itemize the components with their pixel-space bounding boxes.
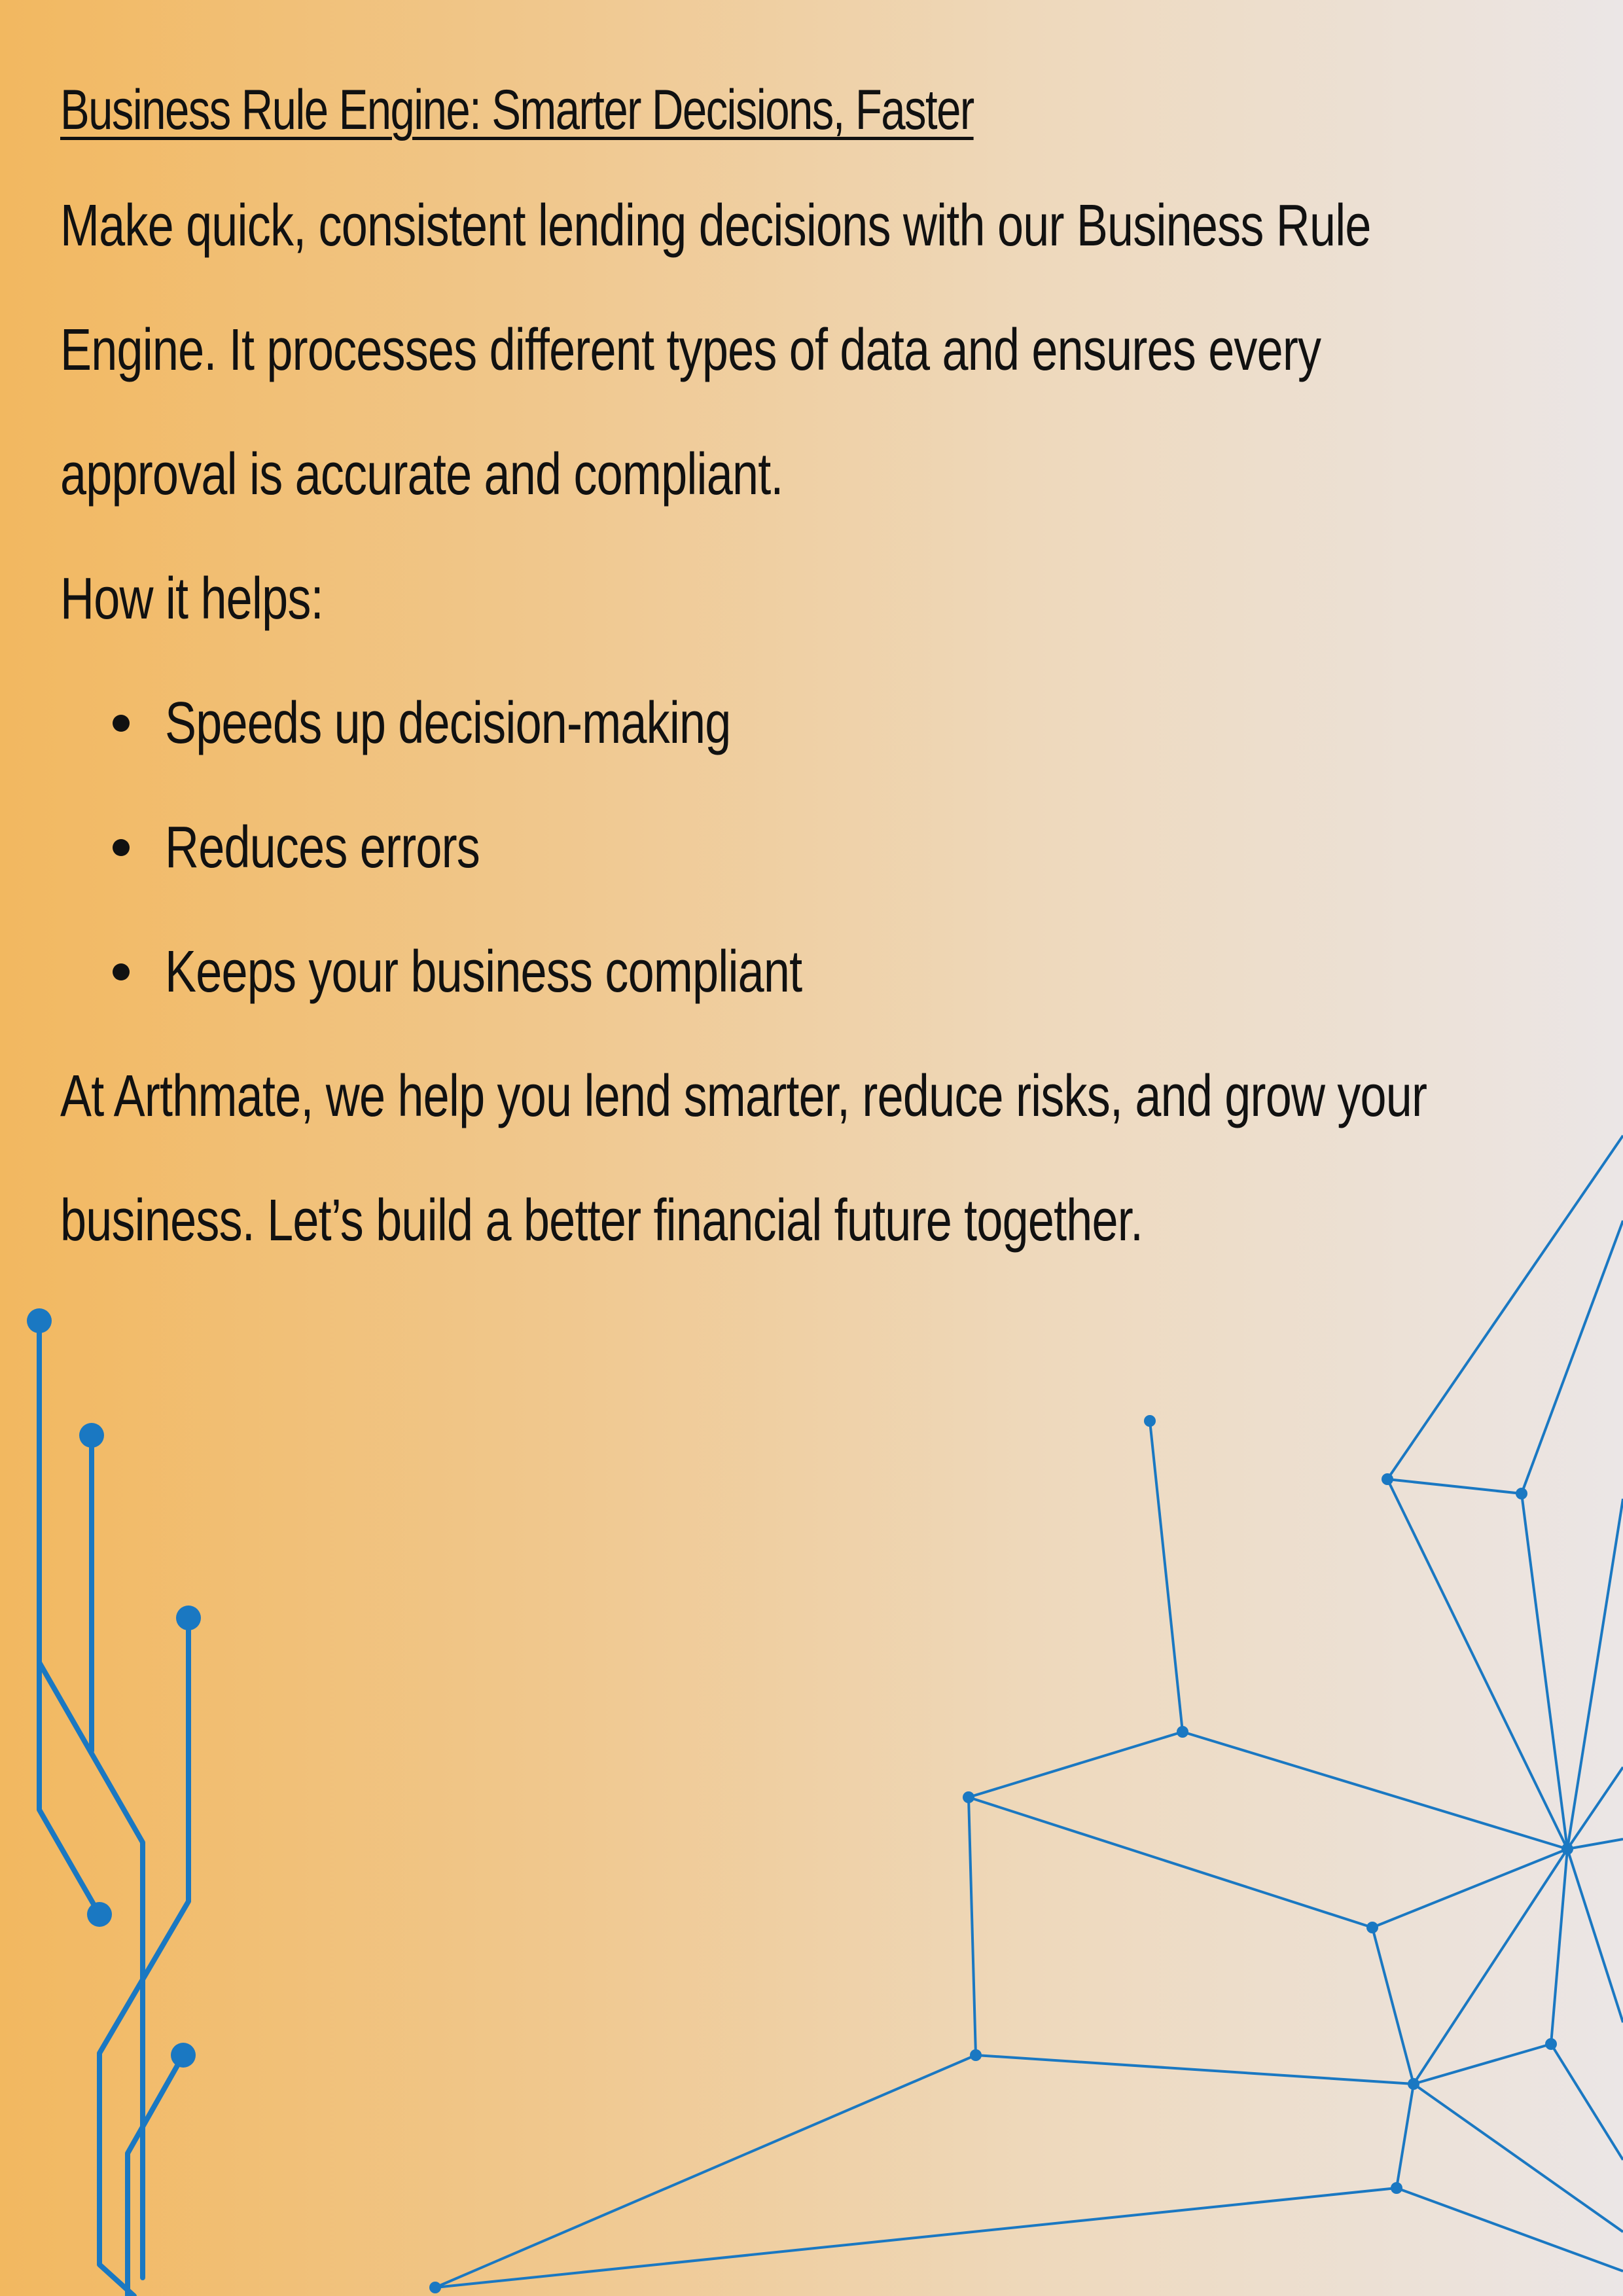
closing-paragraph xyxy=(60,1034,1585,1283)
document-body xyxy=(60,65,1585,1283)
bullet-icon xyxy=(113,839,130,856)
list-item-text: Keeps your business compliant xyxy=(165,939,802,1005)
bullet-icon xyxy=(113,963,130,980)
closing-line: At Arthmate, we help you lend smarter, reduce risks, and grow your xyxy=(60,1064,1427,1129)
list-item xyxy=(60,785,1585,910)
intro-line: Engine. It processes different types of data and ensures every xyxy=(60,317,1321,383)
list-item-text: Speeds up decision-making xyxy=(165,691,731,756)
bullet-icon xyxy=(113,715,130,732)
benefits-list xyxy=(60,661,1585,1034)
benefits-label: How it helps: xyxy=(60,566,323,632)
list-item xyxy=(60,910,1585,1034)
page-heading: Business Rule Engine: Smarter Decisions, Faster xyxy=(60,79,974,141)
list-item-text: Reduces errors xyxy=(165,815,480,880)
list-item xyxy=(60,661,1585,785)
intro-line: approval is accurate and compliant. xyxy=(60,442,783,507)
network-lines xyxy=(435,1136,1623,2287)
intro-paragraph xyxy=(60,164,1585,537)
intro-line: Make quick, consistent lending decisions with our Business Rule xyxy=(60,193,1371,259)
closing-line: business. Let’s build a better financial future together. xyxy=(60,1188,1143,1253)
